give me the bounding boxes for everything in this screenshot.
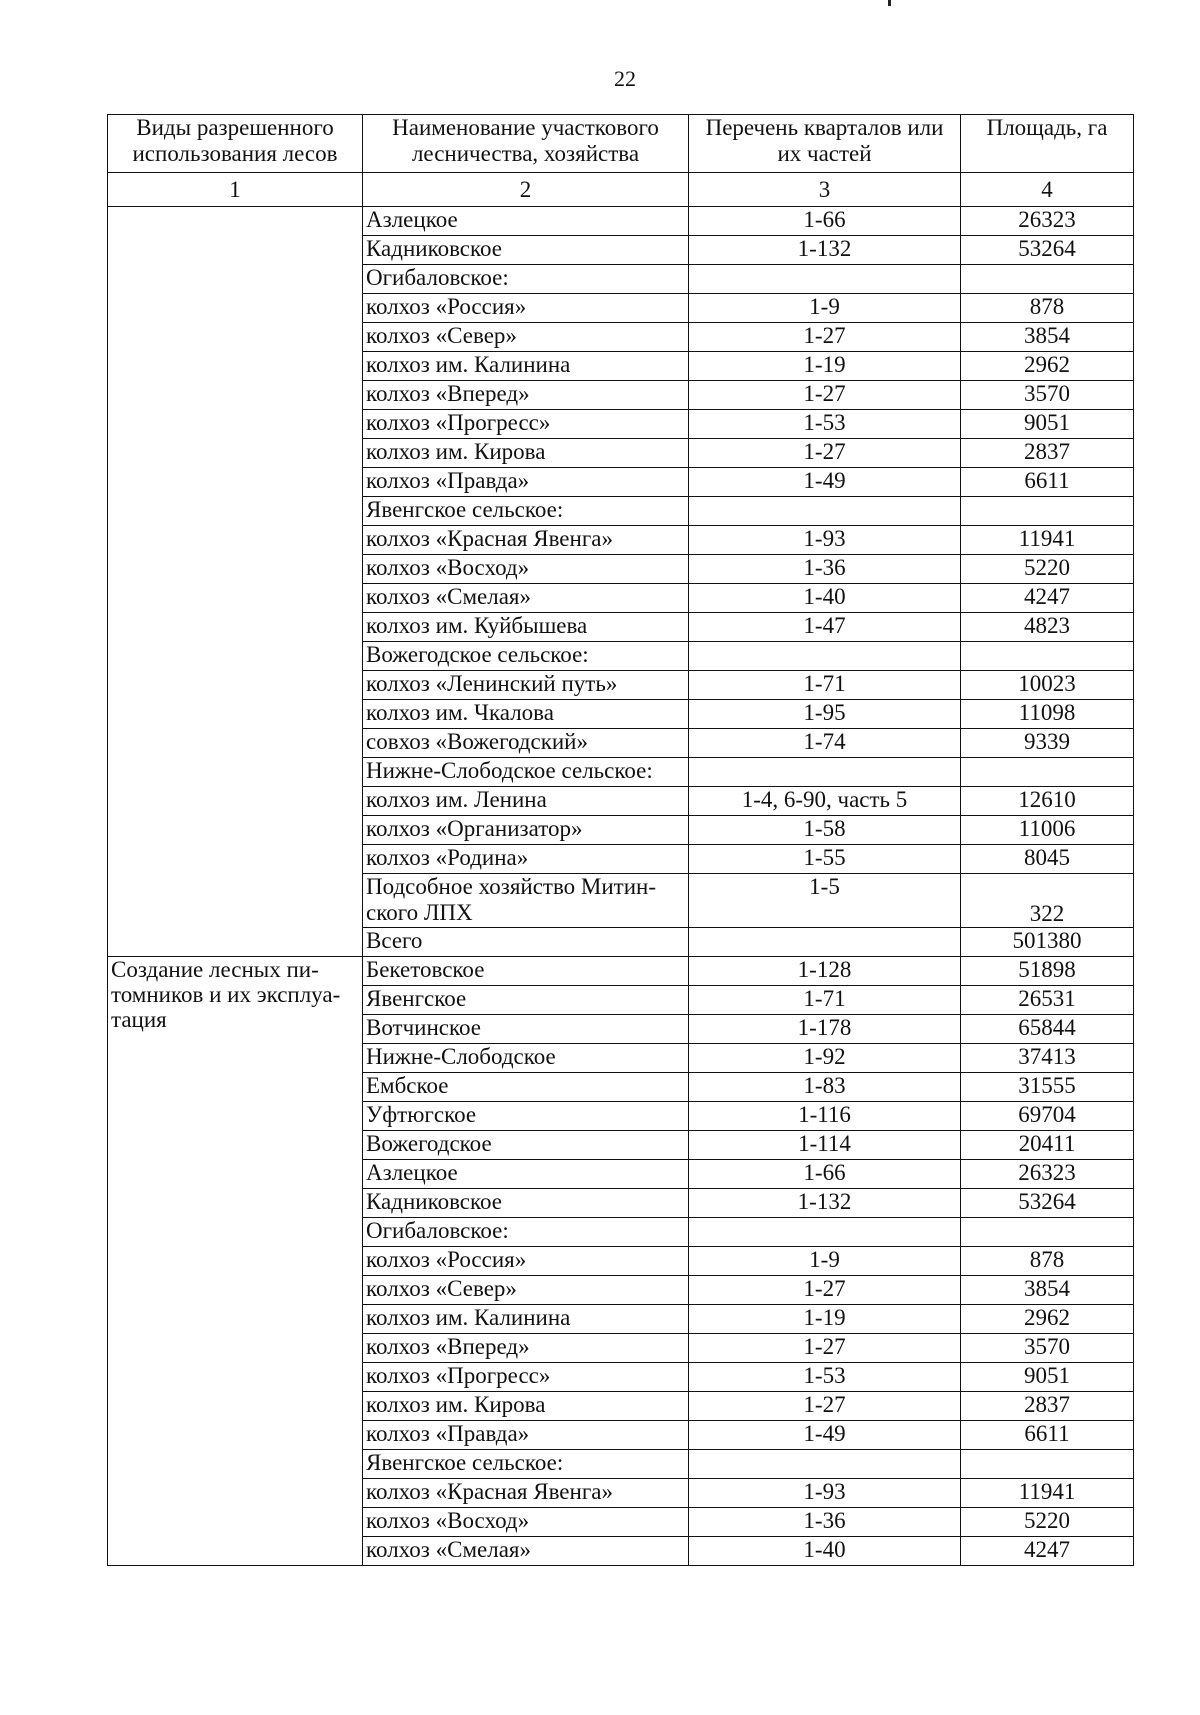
forestry-name-cell: колхоз «Россия» bbox=[363, 294, 689, 323]
area-cell: 26323 bbox=[961, 1160, 1134, 1189]
area-cell bbox=[961, 642, 1134, 671]
forestry-name-cell: колхоз им. Калинина bbox=[363, 352, 689, 381]
area-cell: 26531 bbox=[961, 986, 1134, 1015]
area-cell: 65844 bbox=[961, 1015, 1134, 1044]
header-forestry-name: Наименование участкового лесничества, хозяйства bbox=[363, 115, 689, 173]
area-cell: 6611 bbox=[961, 1421, 1134, 1450]
column-number: 2 bbox=[363, 173, 689, 207]
area-cell: 2962 bbox=[961, 352, 1134, 381]
forestry-name-cell: колхоз «Вперед» bbox=[363, 1334, 689, 1363]
forest-use-table bbox=[107, 114, 1134, 1566]
blocks-cell bbox=[689, 265, 961, 294]
blocks-cell: 1-66 bbox=[689, 207, 961, 236]
blocks-cell: 1-36 bbox=[689, 1508, 961, 1537]
forestry-name-cell: колхоз «Север» bbox=[363, 1276, 689, 1305]
forestry-name-cell: Уфтюгское bbox=[363, 1102, 689, 1131]
area-cell: 37413 bbox=[961, 1044, 1134, 1073]
forestry-name-cell: колхоз им. Калинина bbox=[363, 1305, 689, 1334]
forestry-name-cell: колхоз «Родина» bbox=[363, 845, 689, 874]
forestry-name-cell: колхоз им. Куйбышева bbox=[363, 613, 689, 642]
forestry-name-cell: совхоз «Вожегодский» bbox=[363, 729, 689, 758]
forestry-name-cell: Явенгское bbox=[363, 986, 689, 1015]
forestry-name-cell: колхоз «Красная Явенга» bbox=[363, 526, 689, 555]
blocks-cell: 1-5 bbox=[689, 874, 961, 928]
page-number: 22 bbox=[614, 66, 636, 91]
forestry-name-cell: колхоз «Вперед» bbox=[363, 381, 689, 410]
table-row bbox=[108, 207, 1134, 236]
forestry-name-cell: Кадниковское bbox=[363, 236, 689, 265]
blocks-cell: 1-27 bbox=[689, 1334, 961, 1363]
blocks-cell: 1-95 bbox=[689, 700, 961, 729]
forestry-name-cell: колхоз «Красная Явенга» bbox=[363, 1479, 689, 1508]
area-cell: 4823 bbox=[961, 613, 1134, 642]
column-number: 4 bbox=[961, 173, 1134, 207]
area-cell: 8045 bbox=[961, 845, 1134, 874]
area-cell: 12610 bbox=[961, 787, 1134, 816]
blocks-cell: 1-92 bbox=[689, 1044, 961, 1073]
area-cell: 3854 bbox=[961, 323, 1134, 352]
area-cell: 31555 bbox=[961, 1073, 1134, 1102]
blocks-cell: 1-19 bbox=[689, 1305, 961, 1334]
blocks-cell: 1-53 bbox=[689, 410, 961, 439]
blocks-cell: 1-40 bbox=[689, 584, 961, 613]
blocks-cell: 1-114 bbox=[689, 1131, 961, 1160]
blocks-cell: 1-83 bbox=[689, 1073, 961, 1102]
forestry-name-cell: Явенгское сельское: bbox=[363, 1450, 689, 1479]
area-cell: 11941 bbox=[961, 1479, 1134, 1508]
blocks-cell: 1-93 bbox=[689, 526, 961, 555]
use-type-cell bbox=[108, 207, 363, 957]
forestry-name-cell: Огибаловское: bbox=[363, 265, 689, 294]
blocks-cell: 1-55 bbox=[689, 845, 961, 874]
blocks-cell bbox=[689, 1218, 961, 1247]
forestry-name-cell: колхоз «Восход» bbox=[363, 555, 689, 584]
table-row bbox=[108, 957, 1134, 986]
forestry-name-cell: колхоз «Прогресс» bbox=[363, 1363, 689, 1392]
area-cell: 9339 bbox=[961, 729, 1134, 758]
area-cell: 878 bbox=[961, 1247, 1134, 1276]
forestry-name-cell: Вотчинское bbox=[363, 1015, 689, 1044]
forestry-name-cell: Вожегодское сельское: bbox=[363, 642, 689, 671]
blocks-cell: 1-128 bbox=[689, 957, 961, 986]
blocks-cell bbox=[689, 758, 961, 787]
forestry-name-cell: колхоз «Правда» bbox=[363, 1421, 689, 1450]
forestry-name-cell: Бекетовское bbox=[363, 957, 689, 986]
column-number: 3 bbox=[689, 173, 961, 207]
blocks-cell: 1-9 bbox=[689, 294, 961, 323]
blocks-cell: 1-132 bbox=[689, 236, 961, 265]
forestry-name-cell: колхоз «Прогресс» bbox=[363, 410, 689, 439]
blocks-cell: 1-4, 6-90, часть 5 bbox=[689, 787, 961, 816]
area-cell: 878 bbox=[961, 294, 1134, 323]
header-use-type: Виды разрешенного использования лесов bbox=[108, 115, 363, 173]
forestry-name-cell: колхоз «Ленинский путь» bbox=[363, 671, 689, 700]
area-cell: 6611 bbox=[961, 468, 1134, 497]
forestry-name-cell: колхоз «Смелая» bbox=[363, 1537, 689, 1566]
area-cell: 3570 bbox=[961, 381, 1134, 410]
table-body bbox=[108, 207, 1134, 1566]
area-cell bbox=[961, 265, 1134, 294]
blocks-cell: 1-36 bbox=[689, 555, 961, 584]
area-cell: 5220 bbox=[961, 1508, 1134, 1537]
blocks-cell bbox=[689, 642, 961, 671]
area-cell: 11941 bbox=[961, 526, 1134, 555]
forestry-name-cell: Нижне-Слободское bbox=[363, 1044, 689, 1073]
blocks-cell: 1-27 bbox=[689, 1276, 961, 1305]
blocks-cell: 1-66 bbox=[689, 1160, 961, 1189]
forestry-name-cell: колхоз «Смелая» bbox=[363, 584, 689, 613]
forestry-name-cell: Всего bbox=[363, 928, 689, 957]
forestry-name-cell: колхоз им. Чкалова bbox=[363, 700, 689, 729]
blocks-cell bbox=[689, 928, 961, 957]
forestry-name-cell: Огибаловское: bbox=[363, 1218, 689, 1247]
blocks-cell: 1-71 bbox=[689, 671, 961, 700]
forestry-name-cell: колхоз «Восход» bbox=[363, 1508, 689, 1537]
area-cell bbox=[961, 497, 1134, 526]
forestry-name-cell: Вожегодское bbox=[363, 1131, 689, 1160]
blocks-cell: 1-58 bbox=[689, 816, 961, 845]
header-blocks: Перечень кварталов или их частей bbox=[689, 115, 961, 173]
forestry-name-cell: колхоз «Россия» bbox=[363, 1247, 689, 1276]
blocks-cell: 1-53 bbox=[689, 1363, 961, 1392]
forestry-name-cell: колхоз «Организатор» bbox=[363, 816, 689, 845]
use-type-cell: Создание лесных пи- томников и их эксплуа- тация bbox=[108, 957, 363, 1566]
blocks-cell: 1-27 bbox=[689, 439, 961, 468]
blocks-cell: 1-132 bbox=[689, 1189, 961, 1218]
forestry-name-cell: колхоз «Север» bbox=[363, 323, 689, 352]
area-cell: 9051 bbox=[961, 410, 1134, 439]
area-cell: 11006 bbox=[961, 816, 1134, 845]
forestry-name-cell: Явенгское сельское: bbox=[363, 497, 689, 526]
area-cell bbox=[961, 758, 1134, 787]
blocks-cell: 1-74 bbox=[689, 729, 961, 758]
area-cell bbox=[961, 1450, 1134, 1479]
area-cell: 51898 bbox=[961, 957, 1134, 986]
blocks-cell: 1-71 bbox=[689, 986, 961, 1015]
blocks-cell: 1-47 bbox=[689, 613, 961, 642]
area-cell: 2837 bbox=[961, 439, 1134, 468]
header-area: Площадь, га bbox=[961, 115, 1134, 173]
area-cell: 11098 bbox=[961, 700, 1134, 729]
forestry-name-cell: Азлецкое bbox=[363, 1160, 689, 1189]
scan-mark bbox=[888, 0, 891, 6]
blocks-cell: 1-40 bbox=[689, 1537, 961, 1566]
column-number-row bbox=[108, 173, 1134, 207]
blocks-cell bbox=[689, 497, 961, 526]
blocks-cell: 1-19 bbox=[689, 352, 961, 381]
area-cell: 2962 bbox=[961, 1305, 1134, 1334]
area-cell: 53264 bbox=[961, 236, 1134, 265]
area-cell bbox=[961, 1218, 1134, 1247]
blocks-cell: 1-49 bbox=[689, 468, 961, 497]
area-cell: 3854 bbox=[961, 1276, 1134, 1305]
area-cell: 26323 bbox=[961, 207, 1134, 236]
forestry-name-cell: Кадниковское bbox=[363, 1189, 689, 1218]
area-cell: 4247 bbox=[961, 584, 1134, 613]
blocks-cell: 1-27 bbox=[689, 1392, 961, 1421]
blocks-cell: 1-27 bbox=[689, 381, 961, 410]
blocks-cell: 1-93 bbox=[689, 1479, 961, 1508]
blocks-cell: 1-116 bbox=[689, 1102, 961, 1131]
forestry-name-cell: колхоз им. Кирова bbox=[363, 1392, 689, 1421]
table-header bbox=[108, 115, 1134, 207]
blocks-cell: 1-49 bbox=[689, 1421, 961, 1450]
area-cell: 3570 bbox=[961, 1334, 1134, 1363]
area-cell: 20411 bbox=[961, 1131, 1134, 1160]
blocks-cell: 1-178 bbox=[689, 1015, 961, 1044]
blocks-cell bbox=[689, 1450, 961, 1479]
area-cell: 9051 bbox=[961, 1363, 1134, 1392]
forestry-name-cell: Ембское bbox=[363, 1073, 689, 1102]
area-cell: 322 bbox=[961, 874, 1134, 928]
forestry-name-cell: колхоз им. Кирова bbox=[363, 439, 689, 468]
area-cell: 4247 bbox=[961, 1537, 1134, 1566]
blocks-cell: 1-9 bbox=[689, 1247, 961, 1276]
header-row bbox=[108, 115, 1134, 173]
area-cell: 2837 bbox=[961, 1392, 1134, 1421]
area-cell: 69704 bbox=[961, 1102, 1134, 1131]
forestry-name-cell: Азлецкое bbox=[363, 207, 689, 236]
forestry-name-cell: колхоз им. Ленина bbox=[363, 787, 689, 816]
blocks-cell: 1-27 bbox=[689, 323, 961, 352]
forestry-name-cell: колхоз «Правда» bbox=[363, 468, 689, 497]
forestry-name-cell: Нижне-Слободское сельское: bbox=[363, 758, 689, 787]
area-cell: 501380 bbox=[961, 928, 1134, 957]
column-number: 1 bbox=[108, 173, 363, 207]
area-cell: 5220 bbox=[961, 555, 1134, 584]
forestry-name-cell: Подсобное хозяйство Митин- ского ЛПХ bbox=[363, 874, 689, 928]
area-cell: 10023 bbox=[961, 671, 1134, 700]
area-cell: 53264 bbox=[961, 1189, 1134, 1218]
